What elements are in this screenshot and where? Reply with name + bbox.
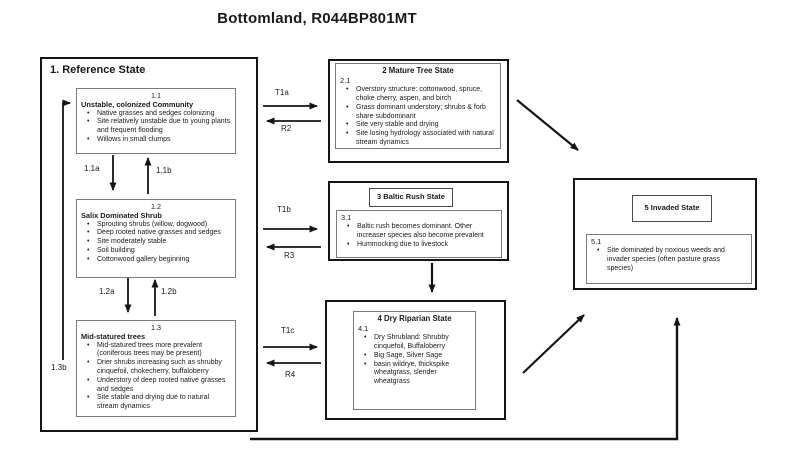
- diagram-title: Bottomland, R044BP801MT: [217, 10, 417, 27]
- label-t1c: T1c: [281, 326, 295, 335]
- dry-riparian-state-box: [325, 300, 506, 420]
- bullet-item: • basin wildrye, thickspike wheatgrass, slender wheatgrass: [362, 361, 471, 387]
- community-box-1-3: [76, 320, 236, 417]
- state-title: 5 Invaded State: [632, 195, 712, 222]
- bullet-item: • Cottonwood gallery beginning: [85, 256, 231, 265]
- reference-state-title: 1. Reference State: [50, 64, 146, 76]
- state-bullets: [340, 86, 496, 148]
- state-title: 2 Mature Tree State: [382, 66, 454, 75]
- label-t1a: T1a: [275, 88, 289, 97]
- label-1-1a: 1.1a: [84, 164, 100, 173]
- label-1-2a: 1.2a: [99, 287, 115, 296]
- bullet-item: • Site dominated by noxious weeds and invader species (often pasture grass species): [595, 247, 747, 273]
- bullet-item: • Hummocking due to livestock: [345, 241, 497, 250]
- mature-tree-content-box: [335, 63, 501, 149]
- state-number: 2.1: [340, 76, 351, 86]
- label-1-1b: 1.1b: [156, 166, 172, 175]
- bullet-item: • Mid-statured trees more prevalent (coniferous trees may be present): [85, 342, 231, 360]
- state-number: 5.1: [591, 237, 602, 246]
- bullet-item: • Deep rooted native grasses and sedges: [85, 229, 231, 238]
- community-title: Salix Dominated Shrub: [81, 211, 162, 221]
- community-box-1-2: [76, 199, 236, 278]
- bullet-item: • Overstory structure: cottonwood, spruce, choke cherry, aspen, and birch: [344, 86, 496, 104]
- bullet-item: • Baltic rush becomes dominant. Other increaser species also become prevalent: [345, 223, 497, 241]
- state-title: 4 Dry Riparian State: [377, 314, 452, 323]
- bullet-item: • Dry Shrubland: Shrubby cinquefoil, Buffaloberry: [362, 334, 471, 352]
- state-bullets: [341, 223, 497, 249]
- baltic-rush-state-box: [328, 181, 509, 261]
- state-title: 3 Baltic Rush State: [369, 188, 453, 207]
- bullet-item: • Grass dominant understory; shrubs & forb share subdominant: [344, 104, 496, 122]
- bullet-item: • Big Sage, Silver Sage: [362, 352, 471, 361]
- bullet-item: • Understory of deep rooted native grasses and sedges: [85, 377, 231, 395]
- bullet-item: • Drier shrubs increasing such as shrubby cinquefoil, chokecherry, buffaloberry: [85, 359, 231, 377]
- bullet-item: • Native grasses and sedges colonizing: [85, 110, 231, 119]
- bullet-item: • Soil building: [85, 247, 231, 256]
- state-number: 3.1: [341, 213, 352, 222]
- community-bullets: [81, 221, 231, 265]
- arrow-dry-riparian-to-invaded: [523, 315, 584, 373]
- bullet-item: • Site relatively unstable due to young plants and frequent flooding: [85, 118, 231, 136]
- reference-state-box: [40, 57, 258, 432]
- label-1-3b: 1.3b: [51, 363, 67, 372]
- community-number: 1.3: [151, 323, 161, 332]
- state-number: 4.1: [358, 324, 369, 334]
- baltic-rush-content-box: [336, 210, 502, 258]
- community-number: 1.2: [151, 202, 161, 211]
- bullet-item: • Site very stable and drying: [344, 121, 496, 130]
- mature-tree-state-box: [328, 59, 509, 163]
- state-bullets: [358, 334, 471, 387]
- invaded-content-box: [586, 234, 752, 284]
- state-bullets: [591, 247, 747, 273]
- community-title: Mid-statured trees: [81, 332, 146, 342]
- invaded-state-box: [573, 178, 757, 290]
- bullet-item: • Site losing hydrology associated with natural stream dynamics: [344, 130, 496, 148]
- community-bullets: [81, 110, 231, 145]
- label-r4: R4: [285, 370, 296, 379]
- label-r2: R2: [281, 124, 292, 133]
- label-r3: R3: [284, 251, 295, 260]
- bullet-item: • Site moderately stable: [85, 238, 231, 247]
- dry-riparian-content-box: [353, 311, 476, 410]
- bullet-item: • Site stable and drying due to natural stream dynamics: [85, 394, 231, 412]
- bullet-item: • Sprouting shrubs (willow, dogwood): [85, 221, 231, 230]
- community-title: Unstable, colonized Community: [81, 100, 194, 110]
- arrow-mature-tree-to-invaded: [517, 100, 578, 150]
- community-box-1-1: [76, 88, 236, 154]
- community-number: 1.1: [151, 91, 161, 100]
- label-t1b: T1b: [277, 205, 291, 214]
- label-1-2b: 1.2b: [161, 287, 177, 296]
- community-bullets: [81, 342, 231, 413]
- bullet-item: • Willows in small clumps: [85, 136, 231, 145]
